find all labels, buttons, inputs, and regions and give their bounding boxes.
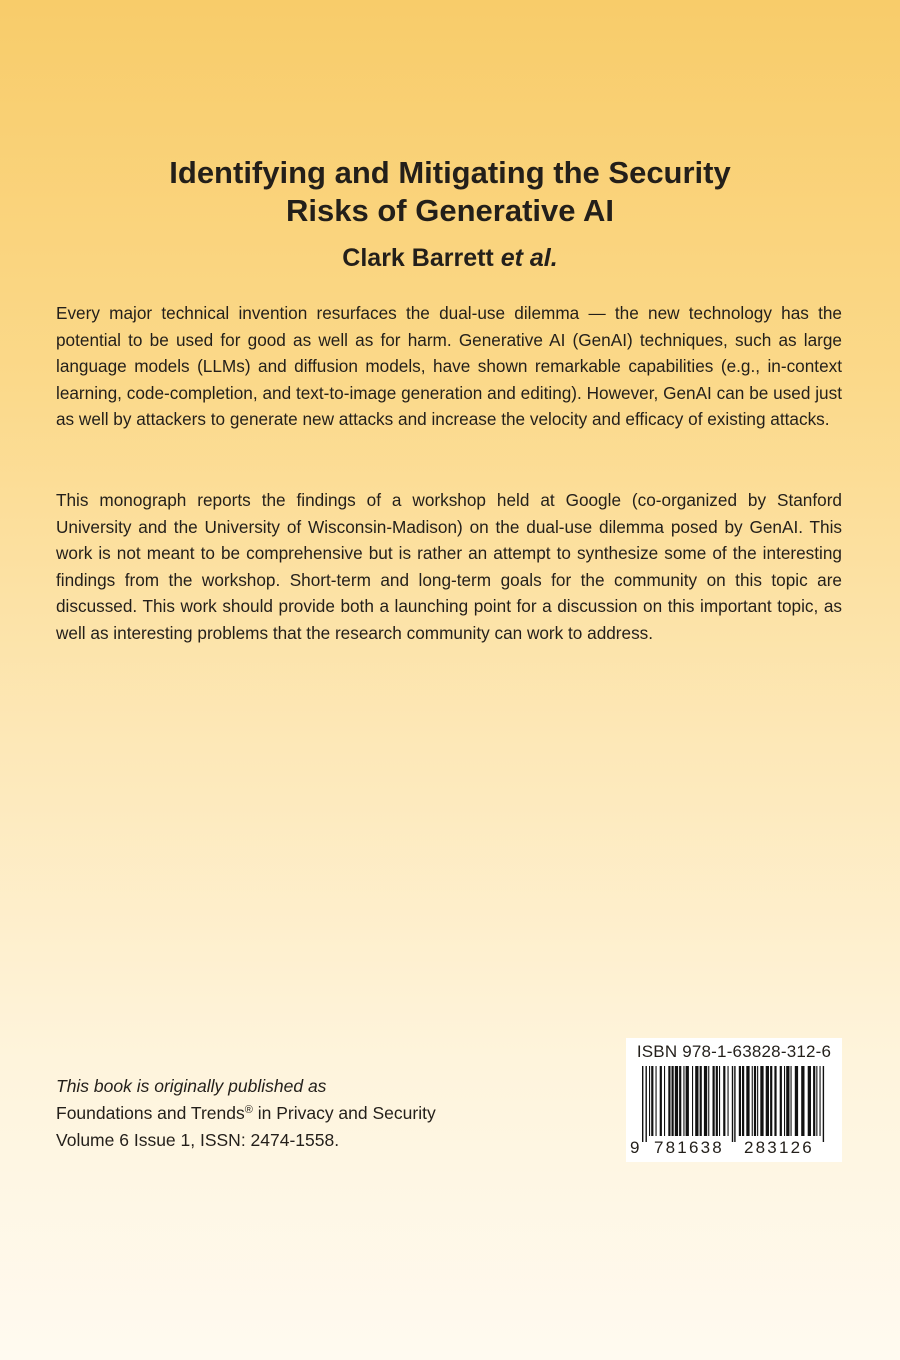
barcode-bar (704, 1066, 707, 1136)
barcode-bar (791, 1066, 792, 1136)
publication-volume: Volume 6 Issue 1, ISSN: 2474-1558. (56, 1130, 340, 1150)
barcode-bar (823, 1066, 824, 1142)
barcode-digits-right: 283126 (744, 1138, 814, 1157)
barcode-bar (660, 1066, 662, 1136)
barcode-bar (675, 1066, 678, 1136)
barcode-bar (757, 1066, 758, 1136)
isbn-label: ISBN 978-1-63828-312-6 (636, 1042, 832, 1061)
barcode-digits-left: 781638 (654, 1138, 724, 1157)
barcode-bar (672, 1066, 674, 1136)
abstract-paragraph-2: This monograph reports the findings of a workshop held at Google (co-organized by Stanford University and the University of Wisconsin-Madison) on the dual-use dilemma posed by GenAI. This work is not meant to be comprehensive but is rather an attempt to synthesize some of the interesting findings from the workshop. Short-term and long-term goals for the community on this topic are discussed. This work should provide both a launching point for a discussion on this important topic, as well as interesting problems that the research community can work to address. (56, 490, 842, 643)
barcode-bar (732, 1066, 733, 1142)
barcode-bar (719, 1066, 720, 1136)
barcode-bar (752, 1066, 753, 1136)
barcode-bar (795, 1066, 798, 1136)
barcode-bar (668, 1066, 670, 1136)
author-name: Clark Barrett (342, 244, 494, 272)
barcode-digit-first: 9 (630, 1138, 640, 1157)
book-title-line-1: Identifying and Mitigating the Security (169, 155, 731, 190)
barcode-bar (754, 1066, 756, 1136)
barcode-bar (808, 1066, 811, 1136)
barcode-bar (695, 1066, 698, 1136)
barcode-bar (708, 1066, 709, 1136)
barcode-bar (700, 1066, 702, 1136)
author-line (0, 242, 900, 274)
series-name: Foundations and Trends (56, 1103, 245, 1123)
barcode-bar (820, 1066, 821, 1136)
publication-info (56, 1073, 436, 1154)
barcode-bar (683, 1066, 684, 1136)
barcode-bar (746, 1066, 749, 1136)
barcode-bar (816, 1066, 817, 1136)
barcode-bar (716, 1066, 718, 1136)
barcode-bar (742, 1066, 744, 1136)
author-suffix: et al. (500, 244, 558, 272)
barcode-bar (766, 1066, 769, 1136)
horizon-band (0, 1206, 900, 1262)
book-title (0, 154, 900, 230)
barcode-bar (649, 1066, 650, 1136)
barcode-bar (813, 1066, 815, 1136)
barcode-bar (656, 1066, 657, 1136)
barcode-bar (664, 1066, 665, 1136)
book-title-line-2: Risks of Generative AI (286, 193, 614, 228)
barcode-bar (784, 1066, 785, 1136)
barcode-bar (760, 1066, 763, 1136)
registered-mark: ® (244, 1104, 253, 1116)
barcode-bar (692, 1066, 693, 1136)
barcode-bar (642, 1066, 643, 1142)
barcode-bar (780, 1066, 782, 1136)
barcode-bar (646, 1066, 647, 1142)
barcode-bar (686, 1066, 689, 1136)
publication-series (56, 1100, 436, 1127)
barcode-bar (786, 1066, 789, 1136)
barcode-bar (734, 1066, 735, 1142)
barcode-bar (679, 1066, 681, 1136)
barcode-bar (770, 1066, 772, 1136)
abstract-paragraph-1: Every major technical invention resurfaces the dual-use dilemma — the new technology has the potential to be used for good as well as for harm. Generative AI (GenAI) techniques, such as large language models (LLMs) and diffusion models, have shown remarkable capabilities (e.g., in-context learning, code-completion, and text-to-image generation and editing). However, GenAI can be used just as well by attackers to generate new attacks and increase the velocity and efficacy of existing attacks. (56, 303, 842, 429)
barcode-bar (713, 1066, 715, 1136)
publication-note: This book is originally published as (56, 1076, 327, 1096)
barcode-bar (651, 1066, 653, 1136)
isbn-barcode-block (626, 1038, 842, 1162)
barcode-bar (723, 1066, 725, 1136)
barcode-bar (801, 1066, 804, 1136)
barcode-bar (739, 1066, 741, 1136)
barcode-bar (774, 1066, 776, 1136)
barcode-bar (728, 1066, 729, 1136)
series-field: in Privacy and Security (252, 1103, 436, 1123)
barcode-image (640, 1066, 830, 1142)
